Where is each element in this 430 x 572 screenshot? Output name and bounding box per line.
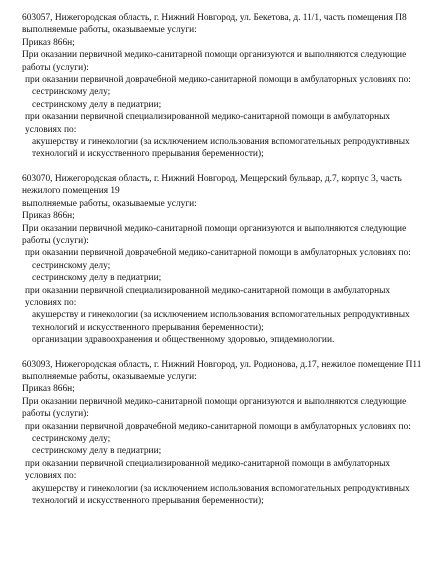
- entry-obstetrics: акушерству и гинекологии (за исключением использования вспомогательных репродуктивных технологий и искусственного прерывания беременности);: [32, 310, 410, 333]
- document-page: [22, 12, 422, 519]
- entry-nursing-pediatrics: сестринскому делу в педиатрии;: [32, 99, 162, 110]
- entry-pre-doctor-care: при оказании первичной доврачебной медико-санитарной помощи в амбулаторных условиях по:: [25, 75, 411, 86]
- entry-nursing-pediatrics: сестринскому делу в педиатрии;: [32, 446, 162, 457]
- entry-pre-doctor-care: при оказании первичной доврачебной медико-санитарной помощи в амбулаторных условиях по:: [25, 421, 411, 432]
- entry-specialized-care: при оказании первичной специализированной медико-санитарной помощи в амбулаторных условиях по:: [25, 112, 391, 135]
- entry-intro: При оказании первичной медико-санитарной помощи организуются и выполняются следующие работы (услуги):: [22, 396, 407, 420]
- entry-order: Приказ 866н;: [22, 384, 75, 395]
- entry-nursing: сестринскому делу;: [32, 87, 111, 98]
- entry-obstetrics: акушерству и гинекологии (за исключением использования вспомогательных репродуктивных технологий и искусственного прерывания беременности);: [32, 137, 410, 160]
- entry-obstetrics: акушерству и гинекологии (за исключением использования вспомогательных репродуктивных технологий и искусственного прерывания беременности);: [32, 483, 410, 507]
- entry-order: Приказ 866н;: [22, 37, 75, 48]
- entry-works-header: выполняемые работы, оказываемые услуги:: [22, 198, 197, 209]
- entry-nursing-pediatrics: сестринскому делу в педиатрии;: [32, 273, 162, 284]
- entry-intro: При оказании первичной медико-санитарной помощи организуются и выполняются следующие работы (услуги):: [22, 50, 407, 73]
- entry-health-organization: организации здравоохранения и общественному здоровью, эпидемиологии.: [32, 335, 335, 346]
- entry-specialized-care: при оказании первичной специализированной медико-санитарной помощи в амбулаторных условиях по:: [25, 458, 391, 482]
- entry-order: Приказ 866н;: [22, 211, 75, 222]
- license-entry-3: [22, 359, 422, 508]
- license-entry-2: [22, 173, 422, 347]
- entry-address: 603070, Нижегородская область, г. Нижний Новгород, Мещерский бульвар, д.7, корпус 3, часть нежилого помещения 19: [22, 173, 402, 197]
- entry-nursing: сестринскому делу;: [32, 260, 111, 271]
- entry-intro: При оказании первичной медико-санитарной помощи организуются и выполняются следующие работы (услуги):: [22, 223, 407, 246]
- entry-works-header: выполняемые работы, оказываемые услуги:: [22, 25, 197, 36]
- entry-address: 603093, Нижегородская область, г. Нижний Новгород, ул. Родионова, д.17, нежилое помещение П11: [22, 359, 422, 370]
- entry-works-header: выполняемые работы, оказываемые услуги:: [22, 371, 197, 382]
- entry-pre-doctor-care: при оказании первичной доврачебной медико-санитарной помощи в амбулаторных условиях по:: [25, 248, 411, 259]
- entry-nursing: сестринскому делу;: [32, 434, 111, 444]
- entry-specialized-care: при оказании первичной специализированной медико-санитарной помощи в амбулаторных условиях по:: [25, 285, 391, 308]
- entry-address: 603057, Нижегородская область, г. Нижний Новгород, ул. Бекетова, д. 11/1, часть помещения П8: [22, 13, 407, 23]
- license-entry-1: [22, 12, 422, 161]
